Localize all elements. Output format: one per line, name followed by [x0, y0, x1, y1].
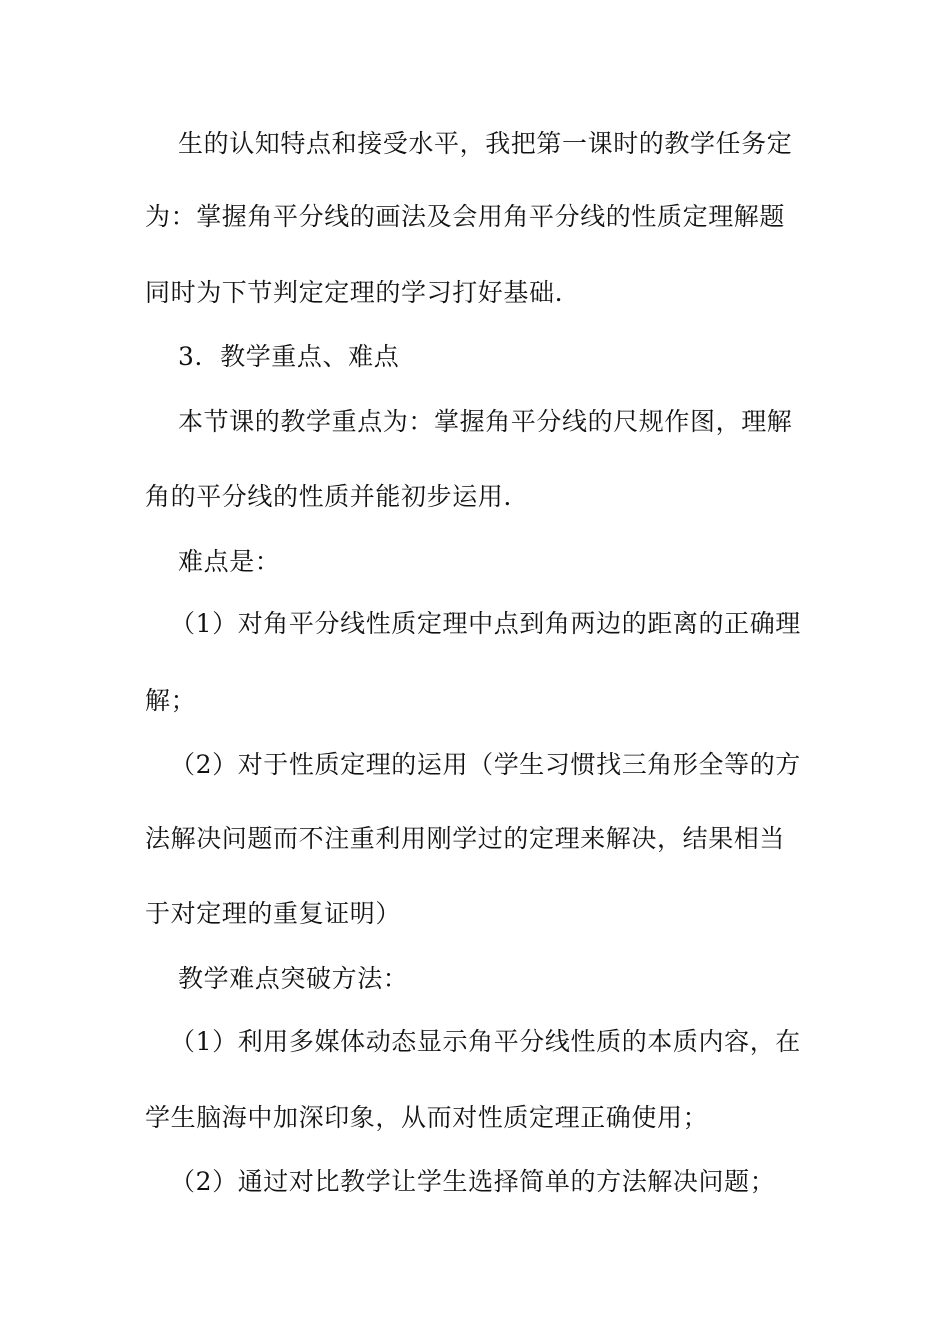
list-item-line: 学生脑海中加深印象，从而对性质定理正确使用； — [145, 1103, 709, 1132]
list-item-line: （2）对于性质定理的运用（学生习惯找三角形全等的方 — [170, 750, 801, 779]
paragraph-line: 同时为下节判定定理的学习打好基础. — [145, 278, 564, 307]
list-item-line: 于对定理的重复证明） — [145, 899, 402, 928]
section-heading: 3．教学重点、难点 — [178, 342, 400, 371]
paragraph-line: 本节课的教学重点为：掌握角平分线的尺规作图，理解 — [178, 407, 793, 436]
paragraph-line: 生的认知特点和接受水平，我把第一课时的教学任务定 — [178, 129, 793, 158]
paragraph-line: 教学难点突破方法： — [178, 964, 409, 993]
paragraph-line: 难点是： — [178, 547, 281, 576]
paragraph-line: 角的平分线的性质并能初步运用. — [145, 482, 512, 511]
list-item-line: （1）对角平分线性质定理中点到角两边的距离的正确理 — [170, 609, 801, 638]
paragraph-line: 为：掌握角平分线的画法及会用角平分线的性质定理解题 — [145, 202, 786, 231]
list-item-line: 解； — [145, 686, 197, 715]
list-item-line: （2）通过对比教学让学生选择简单的方法解决问题； — [170, 1167, 776, 1196]
list-item-line: （1）利用多媒体动态显示角平分线性质的本质内容，在 — [170, 1027, 801, 1056]
list-item-line: 法解决问题而不注重利用刚学过的定理来解决，结果相当 — [145, 824, 786, 853]
